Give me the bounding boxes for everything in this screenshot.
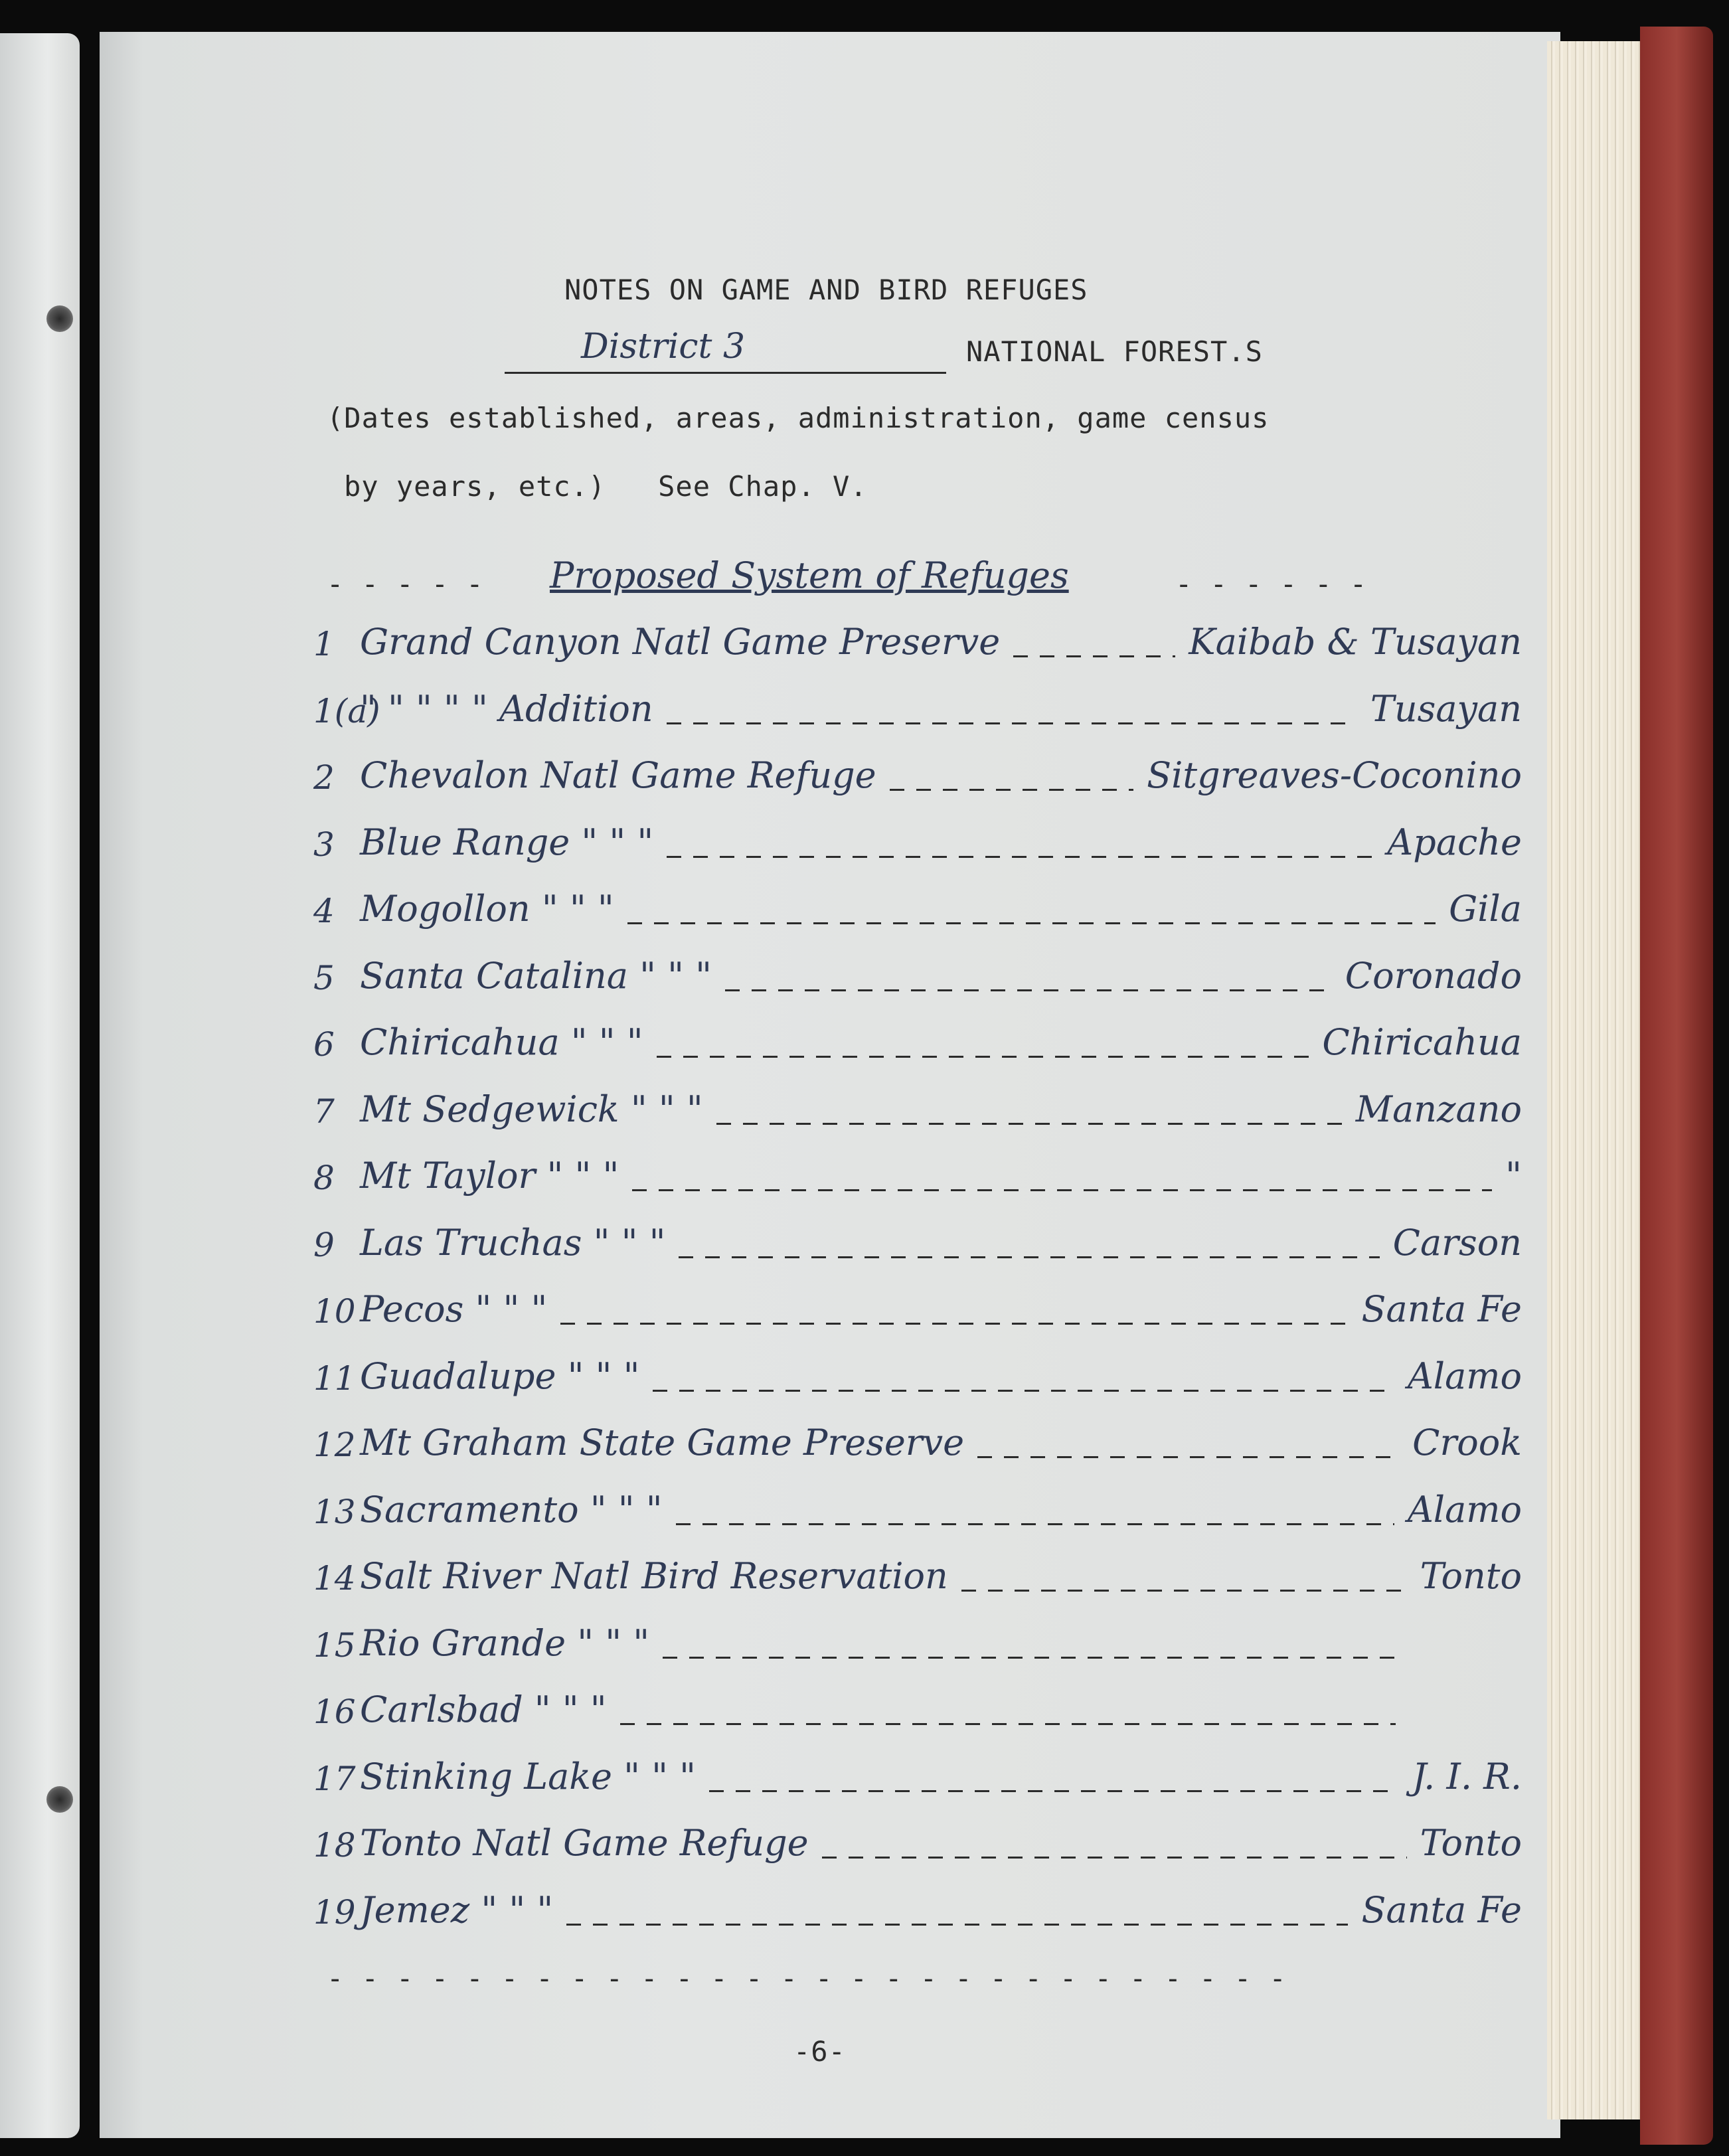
refuge-number: 15 [313, 1625, 356, 1665]
refuge-number: 13 [313, 1492, 356, 1531]
refuge-name: Salt River Natl Bird Reservation [360, 1555, 948, 1597]
forest-name: Manzano [1355, 1088, 1522, 1130]
forest-name: " [1505, 1155, 1522, 1197]
leader-dashes [667, 722, 1357, 724]
forest-name: Alamo [1407, 1488, 1522, 1531]
refuge-row [313, 754, 1562, 807]
page-number: -6- [793, 2035, 846, 2068]
refuge-row [313, 1288, 1562, 1341]
refuge-name: Stinking Lake " " " [360, 1755, 696, 1797]
refuge-name: Mt Sedgewick " " " [360, 1088, 703, 1130]
refuge-name: Tonto Natl Game Refuge [360, 1822, 809, 1864]
book-cover [1640, 27, 1713, 2145]
forest-name: Gila [1449, 888, 1522, 930]
leader-dashes [627, 922, 1436, 924]
refuge-row [313, 1822, 1562, 1875]
refuge-number: 16 [313, 1693, 356, 1731]
forest-name: J. I. R. [1412, 1755, 1522, 1797]
forest-name: Alamo [1407, 1355, 1522, 1397]
leader-dashes [1013, 655, 1175, 657]
refuge-name: Rio Grande " " " [360, 1621, 650, 1664]
refuge-name: Pecos " " " [360, 1288, 548, 1330]
leader-dashes [566, 1924, 1348, 1926]
leader-dashes [676, 1523, 1394, 1525]
refuge-number: 11 [313, 1359, 356, 1398]
refuge-row [313, 888, 1562, 941]
refuge-name: Santa Catalina " " " [360, 954, 712, 997]
refuge-row [313, 1422, 1562, 1475]
leader-dashes [657, 1056, 1309, 1058]
refuge-row [313, 821, 1562, 874]
forest-name: Apache [1387, 821, 1522, 863]
refuge-number: 10 [313, 1292, 356, 1331]
leader-dashes [679, 1256, 1380, 1258]
forest-name: Crook [1412, 1422, 1522, 1463]
leader-dashes [822, 1857, 1407, 1859]
refuge-row [313, 1555, 1562, 1608]
refuge-name: Jemez " " " [360, 1888, 554, 1931]
leader-dashes [620, 1723, 1396, 1725]
refuge-number: 1 [313, 625, 335, 663]
refuge-row [313, 1622, 1562, 1675]
note-line-1: (Dates established, areas, administration, game census [327, 402, 1270, 434]
refuge-number: 7 [313, 1092, 335, 1131]
refuge-row [313, 1222, 1562, 1275]
refuge-row [313, 1489, 1562, 1542]
district-handwritten: District 3 [581, 327, 746, 367]
forest-name: Kaibab & Tusayan [1189, 621, 1522, 663]
forest-name: Tusayan [1370, 687, 1522, 730]
facing-page-edge [0, 33, 80, 2138]
refuge-row [313, 688, 1562, 741]
refuge-number: 17 [313, 1759, 356, 1798]
leader-dashes [977, 1456, 1399, 1458]
refuge-number: 3 [313, 825, 335, 864]
refuge-number: 6 [313, 1025, 335, 1064]
forest-name: Tonto [1420, 1555, 1522, 1597]
refuge-row [313, 1889, 1562, 1942]
refuge-name: Mogollon " " " [360, 888, 614, 930]
refuge-name: Chevalon Natl Game Refuge [360, 754, 876, 796]
refuge-row [313, 1155, 1562, 1208]
page-title: NOTES ON GAME AND BIRD REFUGES [564, 274, 1088, 306]
note-line-2: by years, etc.) See Chap. V. [344, 470, 868, 503]
leader-dashes [663, 1657, 1396, 1659]
forest-name: Sitgreaves-Coconino [1147, 754, 1522, 796]
refuge-name: " " " " " Addition [360, 687, 653, 730]
refuge-number: 18 [313, 1826, 356, 1865]
refuge-row [313, 1088, 1562, 1141]
leader-dashes [653, 1390, 1394, 1392]
refuge-number: 5 [313, 958, 335, 997]
leader-dashes [667, 856, 1374, 858]
forest-name: Santa Fe [1361, 1888, 1522, 1931]
refuge-number: 2 [313, 758, 335, 797]
leader-dashes [961, 1590, 1407, 1592]
district-underline [505, 372, 946, 374]
leader-dashes [725, 989, 1332, 991]
refuge-number: 8 [313, 1159, 335, 1197]
forest-name: Tonto [1420, 1822, 1522, 1864]
refuge-name: Guadalupe " " " [360, 1355, 640, 1397]
refuge-name: Mt Taylor " " " [360, 1155, 619, 1197]
binder-ring-hole [46, 305, 73, 332]
refuge-name: Mt Graham State Game Preserve [360, 1422, 965, 1463]
binder-ring-hole [46, 1786, 73, 1813]
forest-name: Carson [1392, 1221, 1522, 1264]
refuge-name: Sacramento " " " [360, 1488, 663, 1531]
heading-dashes-right: - - - - - - [1175, 568, 1368, 600]
forest-name: Coronado [1345, 954, 1522, 997]
refuge-number: 9 [313, 1225, 335, 1264]
refuge-row [313, 1689, 1562, 1742]
refuge-row [313, 955, 1562, 1008]
leader-dashes [709, 1790, 1399, 1792]
refuge-number: 1(a) [313, 691, 380, 730]
refuge-row [313, 1756, 1562, 1809]
refuge-number: 19 [313, 1892, 356, 1932]
refuge-name: Blue Range " " " [360, 821, 654, 863]
leader-dashes [560, 1323, 1348, 1325]
leader-dashes [890, 789, 1133, 791]
forest-name: Chiricahua [1322, 1021, 1522, 1063]
section-heading: Proposed System of Refuges [550, 554, 1069, 596]
refuge-row [313, 1021, 1562, 1074]
refuge-name: Las Truchas " " " [360, 1221, 666, 1264]
page-subtitle: NATIONAL FOREST.S [966, 335, 1263, 368]
refuge-number: 14 [313, 1559, 356, 1598]
refuge-name: Chiricahua " " " [360, 1021, 643, 1063]
refuge-number: 4 [313, 892, 335, 930]
forest-name: Santa Fe [1361, 1288, 1522, 1330]
leader-dashes [716, 1123, 1343, 1125]
refuge-name: Grand Canyon Natl Game Preserve [360, 621, 1001, 663]
refuge-row [313, 621, 1562, 674]
refuge-number: 12 [313, 1426, 356, 1464]
refuge-row [313, 1355, 1562, 1408]
closing-dash-line: - - - - - - - - - - - - - - - - - - - - - - - - - - - - [327, 1962, 1287, 1995]
leader-dashes [632, 1189, 1492, 1191]
refuge-name: Carlsbad " " " [360, 1689, 607, 1730]
heading-dashes-left: - - - - - [327, 568, 484, 600]
